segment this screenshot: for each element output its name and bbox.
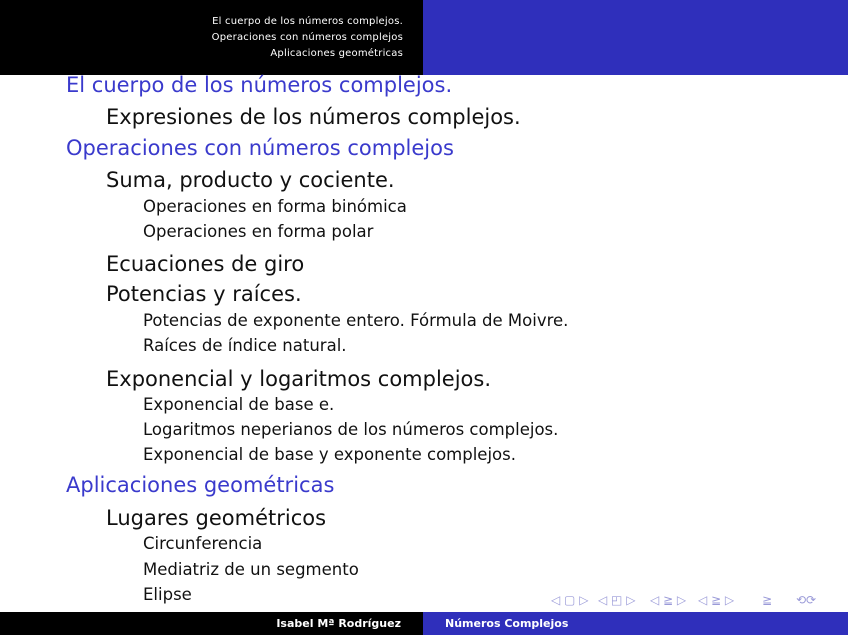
toc-subsubsection-3-1-2[interactable]: Mediatriz de un segmento (143, 560, 359, 579)
nav-frame-icon[interactable]: ◁ ▢ ▷ (551, 593, 589, 607)
header-blue-band (423, 0, 848, 75)
toc-section-3[interactable]: Aplicaciones geométricas (66, 473, 335, 497)
toc-subsection-3-1[interactable]: Lugares geométricos (106, 506, 327, 530)
toc-subsubsection-2-4-1[interactable]: Exponencial de base e. (143, 395, 335, 414)
toc-subsection-2-3[interactable]: Potencias y raíces. (106, 282, 302, 306)
footer-title: Números Complejos (423, 612, 848, 635)
toc-section-1[interactable]: El cuerpo de los números complejos. (66, 73, 453, 97)
toc-subsubsection-2-4-2[interactable]: Logaritmos neperianos de los números complejos. (143, 420, 559, 439)
nav-toc-icon[interactable]: ≧ (762, 593, 773, 607)
nav-subsection-arrows-icon[interactable]: ◁ ≧ ▷ (698, 593, 735, 607)
toc-subsubsection-2-3-2[interactable]: Raíces de índice natural. (143, 336, 347, 355)
nav-subsection-icon[interactable]: ◁ ◰ ▷ (598, 593, 636, 607)
nav-section-icon[interactable]: ◁ ≧ ▷ (650, 593, 687, 607)
header-section-link-3[interactable]: Aplicaciones geométricas (270, 47, 403, 59)
header-section-nav (0, 0, 423, 75)
header-section-link-1[interactable]: El cuerpo de los números complejos. (212, 15, 403, 27)
toc-subsection-2-1[interactable]: Suma, producto y cociente. (106, 168, 395, 192)
toc-subsubsection-3-1-3[interactable]: Elipse (143, 585, 192, 604)
toc-subsubsection-2-1-2[interactable]: Operaciones en forma polar (143, 222, 374, 241)
footer-author: Isabel Mª Rodríguez (0, 612, 423, 635)
toc-section-2[interactable]: Operaciones con números complejos (66, 136, 454, 160)
toc-subsubsection-2-1-1[interactable]: Operaciones en forma binómica (143, 197, 407, 216)
nav-search-icon[interactable]: ⟲⟳ (796, 593, 817, 607)
toc-subsection-1-1[interactable]: Expresiones de los números complejos. (106, 105, 521, 129)
toc-subsubsection-3-1-1[interactable]: Circunferencia (143, 534, 263, 553)
beamer-header (0, 0, 848, 75)
toc-subsection-2-4[interactable]: Exponencial y logaritmos complejos. (106, 367, 492, 391)
beamer-footer (0, 612, 848, 635)
toc-subsubsection-2-3-1[interactable]: Potencias de exponente entero. Fórmula de Moivre. (143, 311, 569, 330)
header-section-link-2[interactable]: Operaciones con números complejos (211, 31, 403, 43)
toc-subsubsection-2-4-3[interactable]: Exponencial de base y exponente complejos. (143, 445, 516, 464)
toc-subsection-2-2[interactable]: Ecuaciones de giro (106, 252, 305, 276)
